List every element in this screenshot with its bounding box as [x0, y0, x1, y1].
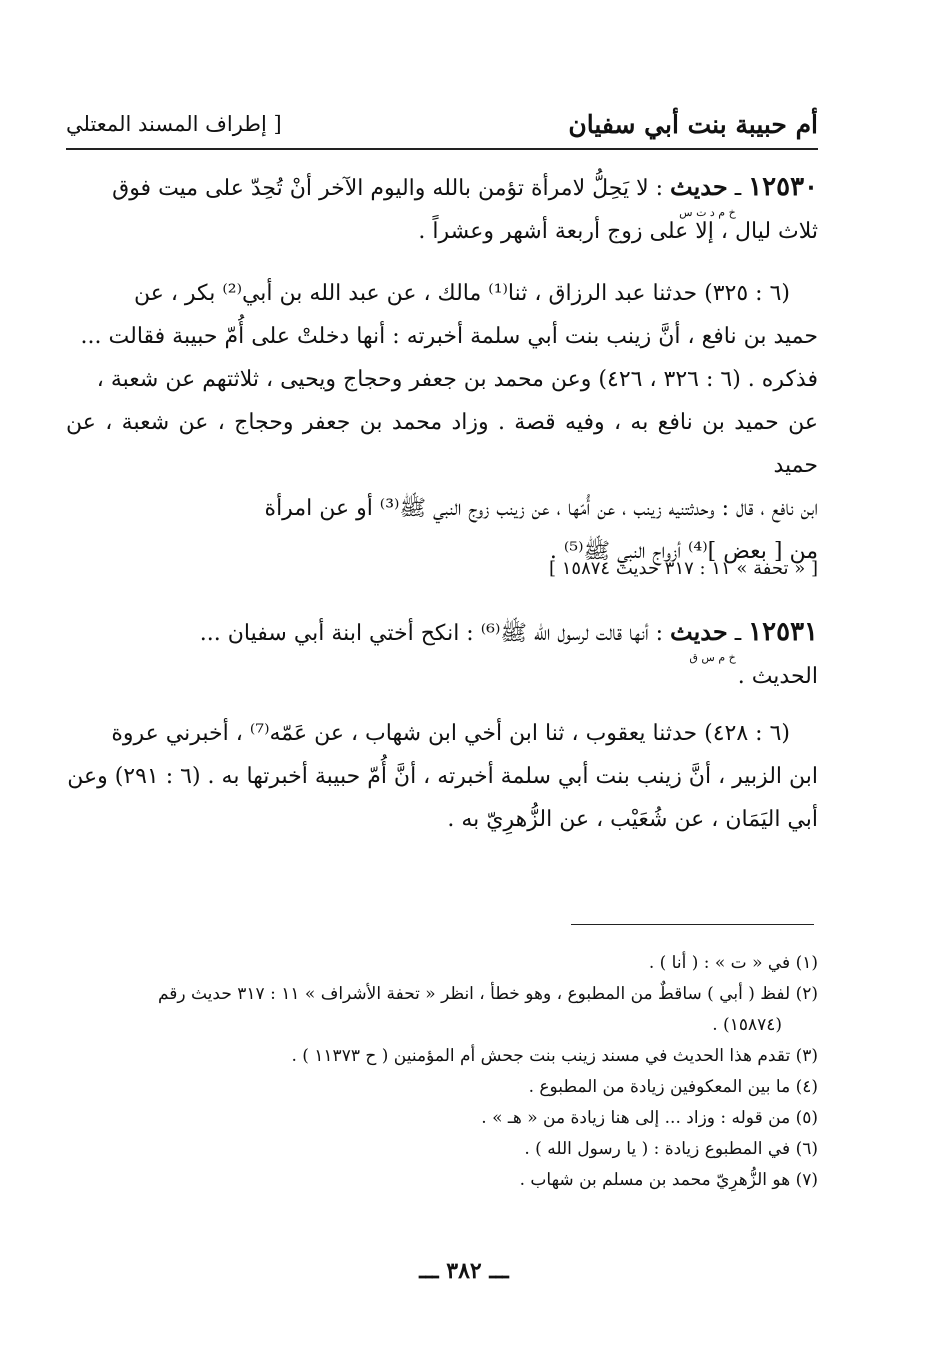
running-header — [66, 104, 818, 144]
isnad-line: أبي اليَمَان ، عن شُعَيْب ، عن الزُّهرِيّ به . — [447, 807, 818, 832]
isnad-line: (٦ : ٣٢٥) حدثنا عبد الرزاق ، ثنا⁽¹⁾ مالك ، عن عبد الله بن أبي⁽²⁾ بكر ، عن — [133, 281, 790, 306]
isnad-line: حميد بن نافع ، أنَّ زينب بنت أبي سلمة أخبرته : أنها دخلتْ على أُمّ حبيبة فقالت ... — [80, 324, 818, 349]
footnote-2-continued: (١٥٨٧٤) . — [712, 1015, 782, 1035]
header-divider — [66, 148, 818, 150]
tuhfa-reference: [ « تحفة » ١١ : ٣١٧ حديث ١٥٨٧٤ ] — [549, 558, 818, 579]
hadith-text: : لا يَحِلُّ لامرأة تؤمن بالله واليوم الآخر أنْ تُحِدّ على ميت فوق — [112, 176, 671, 201]
chapter-title: أم حبيبة بنت أبي سفيان — [568, 110, 818, 139]
dash: ـ — [727, 621, 749, 646]
hadith-word: حديث — [670, 617, 728, 646]
hadith-12531-line-1 — [66, 610, 818, 664]
hadith-12530-line-2: ثلاث ليال ، إلا على زوج أربعة أشهر وعشراً . — [418, 219, 818, 244]
hadith-number: ١٢٥٣٠ — [748, 172, 818, 202]
hadith-12530 — [66, 165, 818, 253]
dash: ـ — [727, 176, 749, 201]
hadith-word: حديث — [670, 172, 728, 201]
hadith-number: ١٢٥٣١ — [748, 617, 818, 647]
source-sigla: خ م س ق — [689, 651, 736, 664]
isnad-12531 — [66, 712, 818, 841]
footnote-4: (٤) ما بين المعكوفين زيادة من المطبوع . — [528, 1077, 818, 1097]
hadith-12530-line-1 — [66, 165, 818, 219]
page-number: ـــ ٣٨٢ ـــ — [419, 1258, 509, 1284]
footnotes — [66, 948, 818, 1196]
footnote-5: (٥) من قوله : وزاد ... إلى هنا زيادة من « هـ » . — [481, 1108, 818, 1128]
isnad-line: من [ بعض ]⁽⁴⁾ أزواج النبي ﷺ⁽⁵⁾ . — [549, 539, 818, 564]
isnad-line: ابن الزبير ، أنَّ زينب بنت أبي سلمة أخبرته ، أنَّ أُمّ حبيبة أخبرتها به . (٦ : ٢٩١) وعن — [67, 764, 818, 789]
footnote-3: (٣) تقدم هذا الحديث في مسند زينب بنت جحش أم المؤمنين ( ح ١١٣٧٣ ) . — [291, 1046, 818, 1066]
footnote-divider — [571, 924, 814, 925]
footnote-1: (١) في « ت » : ( أنا ) . — [648, 953, 818, 973]
isnad-line: فذكره . (٦ : ٣٢٦ ، ٤٢٦) وعن محمد بن جعفر وحجاج ويحيى ، ثلاثتهم عن شعبة ، — [96, 367, 818, 392]
hadith-12531-line-2: الحديث . — [737, 664, 818, 689]
hadith-text: : أنها قالت لرسول الله ﷺ⁽⁶⁾ : انكح أختي ابنة أبي سفيان ... — [199, 621, 671, 646]
footnote-6: (٦) في المطبوع زيادة : ( يا رسول الله ) . — [524, 1139, 818, 1159]
hadith-12531 — [66, 610, 818, 698]
isnad-line: (٦ : ٤٢٨) حدثنا يعقوب ، ثنا ابن أخي ابن شهاب ، عن عَمّه⁽⁷⁾ ، أخبرني عروة — [111, 721, 790, 746]
isnad-line: عن حميد بن نافع به ، وفيه قصة . وزاد محمد بن جعفر وحجاج ، عن شعبة ، عن حميد — [66, 410, 818, 478]
source-sigla: خ م د ت س — [679, 206, 736, 219]
footnote-7: (٧) هو الزُّهرِيّ محمد بن مسلم بن شهاب . — [519, 1170, 818, 1190]
hadith-label — [670, 610, 736, 664]
isnad-line: ابن نافع ، قال : وحدثتنيه زينب ، عن أُمّها ، عن زينب زوج النبي ﷺ⁽³⁾ أو عن امرأة — [264, 496, 818, 521]
book-title: [ إطراف المسند المعتلي — [66, 112, 282, 136]
hadith-label — [670, 165, 736, 219]
footnote-2: (٢) لفظ ( أبي ) ساقطٌ من المطبوع ، وهو خطأ ، انظر « تحفة الأشراف » ١١ : ٣١٧ حديث رقم — [157, 984, 818, 1004]
isnad-12530 — [66, 272, 818, 573]
